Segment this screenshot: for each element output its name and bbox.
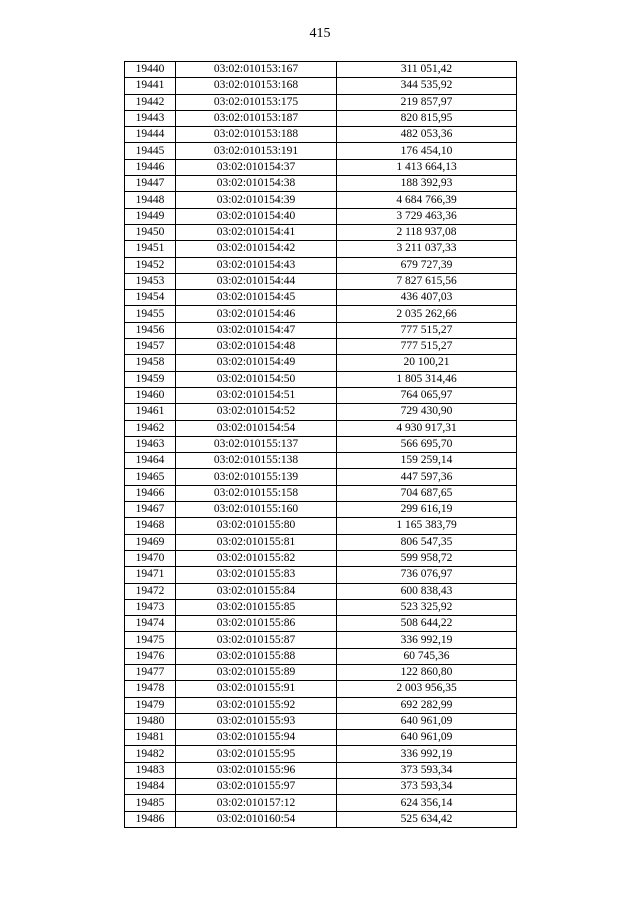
cadastral-value-cell: 188 392,93 bbox=[337, 176, 517, 192]
row-number-cell: 19476 bbox=[125, 648, 176, 664]
table-row bbox=[125, 550, 517, 566]
cadastral-number-cell: 03:02:010155:94 bbox=[176, 730, 337, 746]
row-number-cell: 19465 bbox=[125, 469, 176, 485]
cadastral-value-cell: 373 593,34 bbox=[337, 762, 517, 778]
table-body bbox=[125, 62, 517, 828]
cadastral-value-table bbox=[124, 61, 517, 828]
table-row bbox=[125, 502, 517, 518]
row-number-cell: 19466 bbox=[125, 485, 176, 501]
table-row bbox=[125, 176, 517, 192]
table-row bbox=[125, 322, 517, 338]
table-row bbox=[125, 339, 517, 355]
row-number-cell: 19445 bbox=[125, 143, 176, 159]
row-number-cell: 19481 bbox=[125, 730, 176, 746]
cadastral-number-cell: 03:02:010155:80 bbox=[176, 518, 337, 534]
row-number-cell: 19484 bbox=[125, 779, 176, 795]
cadastral-number-cell: 03:02:010155:88 bbox=[176, 648, 337, 664]
cadastral-value-cell: 4 684 766,39 bbox=[337, 192, 517, 208]
cadastral-value-cell: 3 211 037,33 bbox=[337, 241, 517, 257]
row-number-cell: 19458 bbox=[125, 355, 176, 371]
row-number-cell: 19448 bbox=[125, 192, 176, 208]
cadastral-value-cell: 2 003 956,35 bbox=[337, 681, 517, 697]
cadastral-number-cell: 03:02:010155:83 bbox=[176, 567, 337, 583]
table-row bbox=[125, 94, 517, 110]
cadastral-value-cell: 159 259,14 bbox=[337, 453, 517, 469]
cadastral-number-cell: 03:02:010154:52 bbox=[176, 404, 337, 420]
table-row bbox=[125, 616, 517, 632]
cadastral-value-cell: 624 356,14 bbox=[337, 795, 517, 811]
cadastral-value-cell: 736 076,97 bbox=[337, 567, 517, 583]
table-row bbox=[125, 648, 517, 664]
cadastral-number-cell: 03:02:010154:51 bbox=[176, 387, 337, 403]
table-row bbox=[125, 78, 517, 94]
cadastral-value-cell: 820 815,95 bbox=[337, 110, 517, 126]
table-row bbox=[125, 143, 517, 159]
cadastral-value-cell: 344 535,92 bbox=[337, 78, 517, 94]
table-row bbox=[125, 697, 517, 713]
cadastral-value-cell: 299 616,19 bbox=[337, 502, 517, 518]
row-number-cell: 19463 bbox=[125, 436, 176, 452]
cadastral-number-cell: 03:02:010153:187 bbox=[176, 110, 337, 126]
cadastral-number-cell: 03:02:010155:84 bbox=[176, 583, 337, 599]
cadastral-number-cell: 03:02:010154:46 bbox=[176, 306, 337, 322]
cadastral-number-cell: 03:02:010155:97 bbox=[176, 779, 337, 795]
cadastral-number-cell: 03:02:010155:85 bbox=[176, 599, 337, 615]
cadastral-value-cell: 3 729 463,36 bbox=[337, 208, 517, 224]
row-number-cell: 19442 bbox=[125, 94, 176, 110]
cadastral-number-cell: 03:02:010155:87 bbox=[176, 632, 337, 648]
row-number-cell: 19462 bbox=[125, 420, 176, 436]
row-number-cell: 19451 bbox=[125, 241, 176, 257]
table-row bbox=[125, 746, 517, 762]
table-row bbox=[125, 257, 517, 273]
table-row bbox=[125, 355, 517, 371]
table-row bbox=[125, 664, 517, 680]
cadastral-number-cell: 03:02:010155:95 bbox=[176, 746, 337, 762]
table-row bbox=[125, 453, 517, 469]
cadastral-value-cell: 373 593,34 bbox=[337, 779, 517, 795]
cadastral-number-cell: 03:02:010154:49 bbox=[176, 355, 337, 371]
cadastral-number-cell: 03:02:010154:39 bbox=[176, 192, 337, 208]
cadastral-number-cell: 03:02:010155:89 bbox=[176, 664, 337, 680]
cadastral-value-cell: 679 727,39 bbox=[337, 257, 517, 273]
table-row bbox=[125, 127, 517, 143]
cadastral-number-cell: 03:02:010154:43 bbox=[176, 257, 337, 273]
row-number-cell: 19444 bbox=[125, 127, 176, 143]
table-row bbox=[125, 599, 517, 615]
row-number-cell: 19468 bbox=[125, 518, 176, 534]
table-row bbox=[125, 567, 517, 583]
cadastral-value-cell: 599 958,72 bbox=[337, 550, 517, 566]
cadastral-value-cell: 122 860,80 bbox=[337, 664, 517, 680]
table-row bbox=[125, 290, 517, 306]
table-row bbox=[125, 469, 517, 485]
cadastral-number-cell: 03:02:010155:86 bbox=[176, 616, 337, 632]
row-number-cell: 19443 bbox=[125, 110, 176, 126]
cadastral-number-cell: 03:02:010154:40 bbox=[176, 208, 337, 224]
cadastral-value-cell: 777 515,27 bbox=[337, 322, 517, 338]
table-row bbox=[125, 583, 517, 599]
cadastral-value-cell: 2 118 937,08 bbox=[337, 224, 517, 240]
row-number-cell: 19460 bbox=[125, 387, 176, 403]
cadastral-number-cell: 03:02:010154:42 bbox=[176, 241, 337, 257]
cadastral-value-cell: 20 100,21 bbox=[337, 355, 517, 371]
cadastral-value-cell: 600 838,43 bbox=[337, 583, 517, 599]
cadastral-number-cell: 03:02:010155:91 bbox=[176, 681, 337, 697]
cadastral-number-cell: 03:02:010155:137 bbox=[176, 436, 337, 452]
cadastral-number-cell: 03:02:010155:81 bbox=[176, 534, 337, 550]
row-number-cell: 19441 bbox=[125, 78, 176, 94]
cadastral-value-cell: 806 547,35 bbox=[337, 534, 517, 550]
table-row bbox=[125, 110, 517, 126]
table-row bbox=[125, 208, 517, 224]
cadastral-number-cell: 03:02:010155:138 bbox=[176, 453, 337, 469]
cadastral-number-cell: 03:02:010153:188 bbox=[176, 127, 337, 143]
cadastral-number-cell: 03:02:010154:37 bbox=[176, 159, 337, 175]
cadastral-value-cell: 704 687,65 bbox=[337, 485, 517, 501]
table-row bbox=[125, 159, 517, 175]
cadastral-value-cell: 336 992,19 bbox=[337, 746, 517, 762]
page-number: 415 bbox=[309, 26, 331, 41]
cadastral-number-cell: 03:02:010155:139 bbox=[176, 469, 337, 485]
cadastral-number-cell: 03:02:010155:158 bbox=[176, 485, 337, 501]
row-number-cell: 19478 bbox=[125, 681, 176, 697]
cadastral-value-cell: 219 857,97 bbox=[337, 94, 517, 110]
table-row bbox=[125, 387, 517, 403]
table-row bbox=[125, 306, 517, 322]
cadastral-number-cell: 03:02:010157:12 bbox=[176, 795, 337, 811]
row-number-cell: 19474 bbox=[125, 616, 176, 632]
table-row bbox=[125, 632, 517, 648]
row-number-cell: 19459 bbox=[125, 371, 176, 387]
row-number-cell: 19452 bbox=[125, 257, 176, 273]
cadastral-value-cell: 640 961,09 bbox=[337, 713, 517, 729]
row-number-cell: 19467 bbox=[125, 502, 176, 518]
cadastral-value-cell: 764 065,97 bbox=[337, 387, 517, 403]
cadastral-number-cell: 03:02:010153:167 bbox=[176, 62, 337, 78]
row-number-cell: 19461 bbox=[125, 404, 176, 420]
cadastral-value-cell: 640 961,09 bbox=[337, 730, 517, 746]
table-row bbox=[125, 241, 517, 257]
table-row bbox=[125, 730, 517, 746]
table-row bbox=[125, 273, 517, 289]
row-number-cell: 19447 bbox=[125, 176, 176, 192]
cadastral-number-cell: 03:02:010153:191 bbox=[176, 143, 337, 159]
cadastral-number-cell: 03:02:010155:93 bbox=[176, 713, 337, 729]
cadastral-value-cell: 311 051,42 bbox=[337, 62, 517, 78]
cadastral-value-cell: 482 053,36 bbox=[337, 127, 517, 143]
row-number-cell: 19456 bbox=[125, 322, 176, 338]
row-number-cell: 19470 bbox=[125, 550, 176, 566]
row-number-cell: 19475 bbox=[125, 632, 176, 648]
cadastral-value-cell: 1 165 383,79 bbox=[337, 518, 517, 534]
row-number-cell: 19473 bbox=[125, 599, 176, 615]
cadastral-value-cell: 729 430,90 bbox=[337, 404, 517, 420]
row-number-cell: 19453 bbox=[125, 273, 176, 289]
row-number-cell: 19485 bbox=[125, 795, 176, 811]
cadastral-value-cell: 4 930 917,31 bbox=[337, 420, 517, 436]
cadastral-number-cell: 03:02:010154:38 bbox=[176, 176, 337, 192]
row-number-cell: 19455 bbox=[125, 306, 176, 322]
cadastral-value-cell: 2 035 262,66 bbox=[337, 306, 517, 322]
row-number-cell: 19450 bbox=[125, 224, 176, 240]
table-row bbox=[125, 404, 517, 420]
cadastral-number-cell: 03:02:010154:50 bbox=[176, 371, 337, 387]
table-row bbox=[125, 779, 517, 795]
cadastral-value-cell: 692 282,99 bbox=[337, 697, 517, 713]
cadastral-value-cell: 523 325,92 bbox=[337, 599, 517, 615]
table-row bbox=[125, 713, 517, 729]
cadastral-number-cell: 03:02:010154:45 bbox=[176, 290, 337, 306]
row-number-cell: 19469 bbox=[125, 534, 176, 550]
cadastral-value-cell: 176 454,10 bbox=[337, 143, 517, 159]
row-number-cell: 19446 bbox=[125, 159, 176, 175]
cadastral-number-cell: 03:02:010155:82 bbox=[176, 550, 337, 566]
cadastral-number-cell: 03:02:010154:44 bbox=[176, 273, 337, 289]
row-number-cell: 19477 bbox=[125, 664, 176, 680]
table-row bbox=[125, 371, 517, 387]
row-number-cell: 19454 bbox=[125, 290, 176, 306]
table-row bbox=[125, 485, 517, 501]
cadastral-number-cell: 03:02:010155:96 bbox=[176, 762, 337, 778]
cadastral-value-cell: 525 634,42 bbox=[337, 811, 517, 827]
row-number-cell: 19472 bbox=[125, 583, 176, 599]
cadastral-number-cell: 03:02:010154:48 bbox=[176, 339, 337, 355]
cadastral-value-cell: 60 745,36 bbox=[337, 648, 517, 664]
table-row bbox=[125, 224, 517, 240]
cadastral-number-cell: 03:02:010155:160 bbox=[176, 502, 337, 518]
row-number-cell: 19483 bbox=[125, 762, 176, 778]
row-number-cell: 19480 bbox=[125, 713, 176, 729]
cadastral-value-cell: 1 805 314,46 bbox=[337, 371, 517, 387]
table-row bbox=[125, 62, 517, 78]
table-row bbox=[125, 681, 517, 697]
row-number-cell: 19449 bbox=[125, 208, 176, 224]
table-row bbox=[125, 518, 517, 534]
row-number-cell: 19457 bbox=[125, 339, 176, 355]
cadastral-value-cell: 566 695,70 bbox=[337, 436, 517, 452]
cadastral-value-cell: 777 515,27 bbox=[337, 339, 517, 355]
table-row bbox=[125, 762, 517, 778]
table-row bbox=[125, 795, 517, 811]
cadastral-value-cell: 1 413 664,13 bbox=[337, 159, 517, 175]
row-number-cell: 19471 bbox=[125, 567, 176, 583]
table-row bbox=[125, 420, 517, 436]
table-row bbox=[125, 534, 517, 550]
cadastral-number-cell: 03:02:010153:175 bbox=[176, 94, 337, 110]
cadastral-value-cell: 336 992,19 bbox=[337, 632, 517, 648]
table-row bbox=[125, 192, 517, 208]
cadastral-number-cell: 03:02:010160:54 bbox=[176, 811, 337, 827]
cadastral-number-cell: 03:02:010153:168 bbox=[176, 78, 337, 94]
table-row bbox=[125, 436, 517, 452]
table-row bbox=[125, 811, 517, 827]
cadastral-number-cell: 03:02:010154:47 bbox=[176, 322, 337, 338]
cadastral-value-cell: 7 827 615,56 bbox=[337, 273, 517, 289]
cadastral-number-cell: 03:02:010154:41 bbox=[176, 224, 337, 240]
cadastral-number-cell: 03:02:010154:54 bbox=[176, 420, 337, 436]
cadastral-value-cell: 447 597,36 bbox=[337, 469, 517, 485]
row-number-cell: 19464 bbox=[125, 453, 176, 469]
cadastral-value-cell: 436 407,03 bbox=[337, 290, 517, 306]
cadastral-value-cell: 508 644,22 bbox=[337, 616, 517, 632]
cadastral-number-cell: 03:02:010155:92 bbox=[176, 697, 337, 713]
row-number-cell: 19486 bbox=[125, 811, 176, 827]
row-number-cell: 19482 bbox=[125, 746, 176, 762]
row-number-cell: 19479 bbox=[125, 697, 176, 713]
row-number-cell: 19440 bbox=[125, 62, 176, 78]
